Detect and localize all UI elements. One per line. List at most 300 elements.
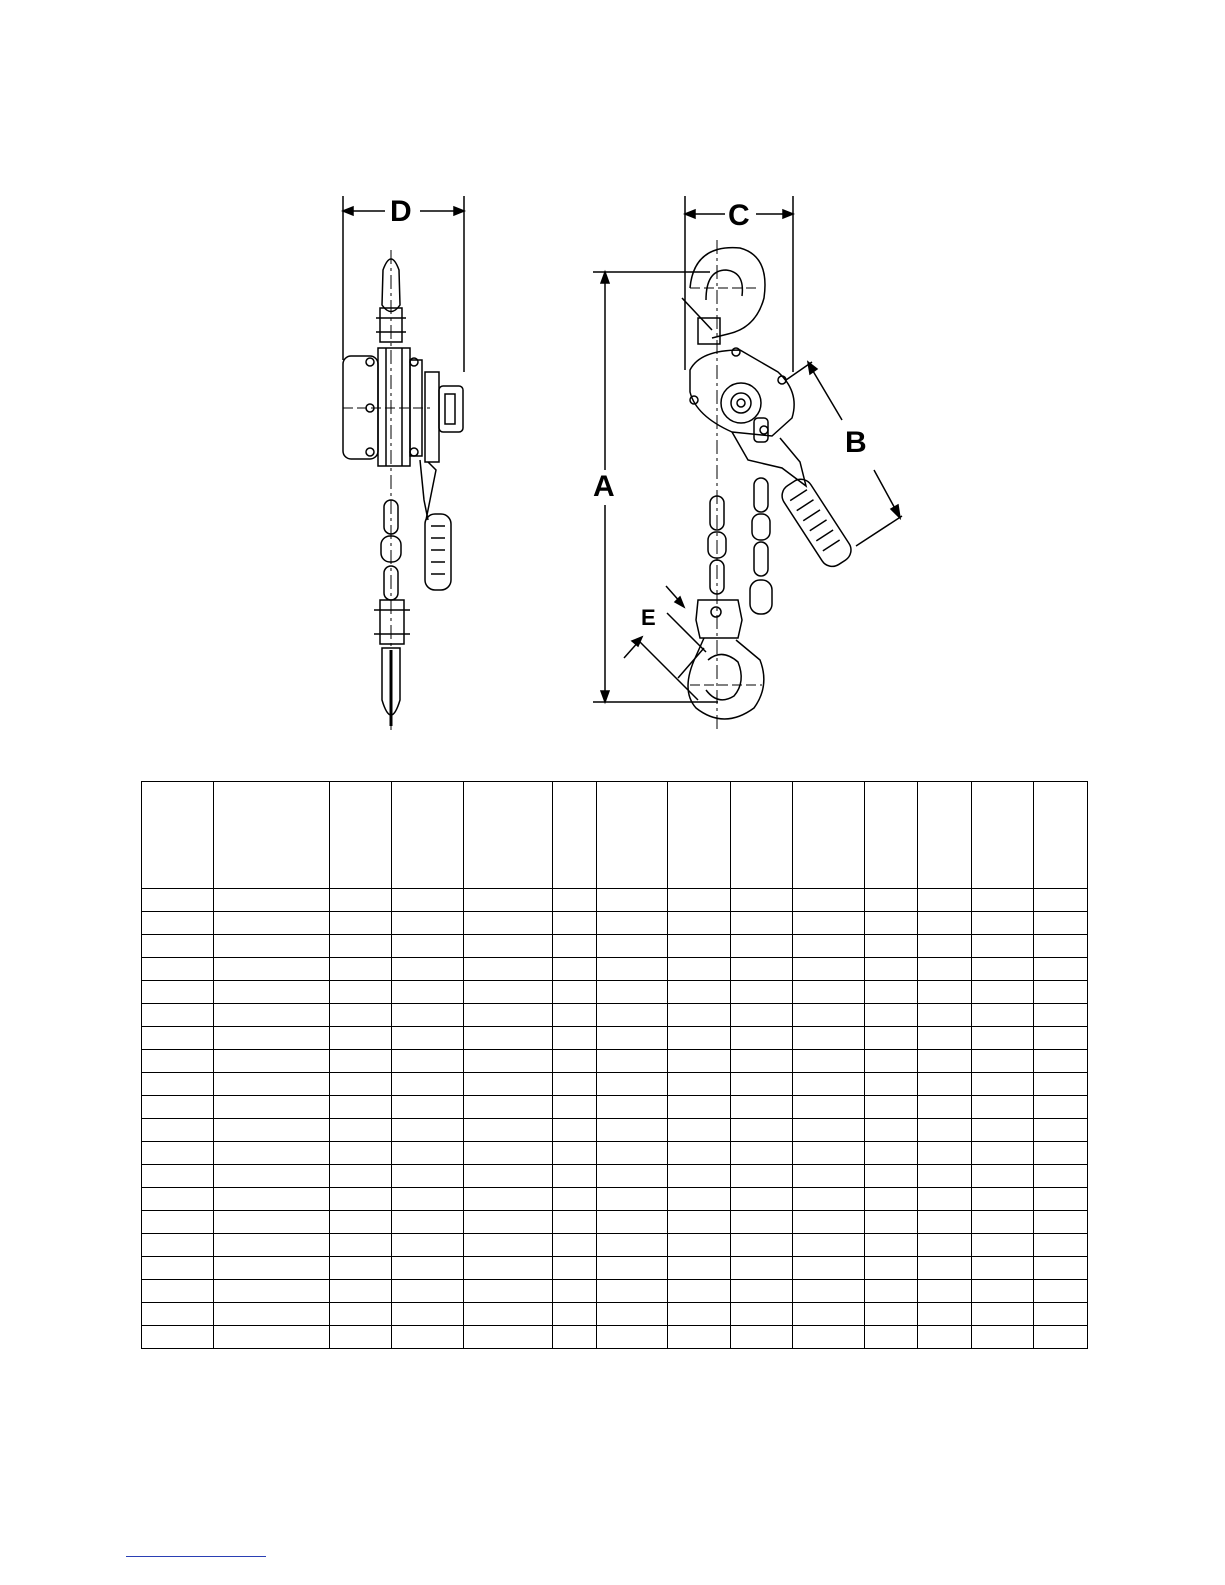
table-cell xyxy=(330,1188,392,1211)
table-cell xyxy=(392,1211,464,1234)
table-cell xyxy=(865,1326,918,1349)
table-header-cell xyxy=(1034,782,1088,889)
table-cell xyxy=(464,1142,553,1165)
table-cell xyxy=(214,1142,330,1165)
dimension-label-a: A xyxy=(593,470,615,503)
table-cell xyxy=(731,1326,793,1349)
table-cell xyxy=(731,1119,793,1142)
table-cell xyxy=(330,1119,392,1142)
table-cell xyxy=(865,1050,918,1073)
table-cell xyxy=(392,958,464,981)
table-cell xyxy=(793,1027,865,1050)
table-cell xyxy=(553,981,597,1004)
dimension-label-c: C xyxy=(728,199,750,232)
table-header-cell xyxy=(668,782,731,889)
table-cell xyxy=(972,1119,1034,1142)
table-cell xyxy=(865,1280,918,1303)
table-header-row xyxy=(142,782,1088,889)
footer-cutoff-text xyxy=(0,1558,1225,1585)
table-cell xyxy=(553,958,597,981)
table-cell xyxy=(668,1165,731,1188)
table-cell xyxy=(865,1096,918,1119)
table-row xyxy=(142,1257,1088,1280)
table-cell xyxy=(392,889,464,912)
table-cell xyxy=(597,1119,668,1142)
footer-link-underline xyxy=(126,1556,266,1557)
table-cell xyxy=(214,981,330,1004)
table-row xyxy=(142,889,1088,912)
table-cell xyxy=(142,889,214,912)
table-cell xyxy=(392,1303,464,1326)
table-cell xyxy=(214,1027,330,1050)
table-cell xyxy=(553,912,597,935)
table-cell xyxy=(972,1303,1034,1326)
table-cell xyxy=(330,1257,392,1280)
table-cell xyxy=(793,1050,865,1073)
table-cell xyxy=(392,1050,464,1073)
table-cell xyxy=(668,912,731,935)
table-cell xyxy=(793,889,865,912)
table-cell xyxy=(330,1004,392,1027)
table-cell xyxy=(553,1211,597,1234)
table-row xyxy=(142,958,1088,981)
hoist-drawing xyxy=(0,0,1225,775)
table-cell xyxy=(464,1188,553,1211)
table-cell xyxy=(731,1073,793,1096)
table-cell xyxy=(142,1211,214,1234)
table-row xyxy=(142,1280,1088,1303)
table-cell xyxy=(972,1188,1034,1211)
table-cell xyxy=(918,1165,972,1188)
table-cell xyxy=(597,1326,668,1349)
table-cell xyxy=(392,935,464,958)
table-cell xyxy=(330,981,392,1004)
table-cell xyxy=(731,1257,793,1280)
table-cell xyxy=(214,1188,330,1211)
table-cell xyxy=(464,1257,553,1280)
table-cell xyxy=(668,1119,731,1142)
table-cell xyxy=(597,1142,668,1165)
dimension-label-e: E xyxy=(641,605,656,630)
table-cell xyxy=(1034,958,1088,981)
table-cell xyxy=(1034,1004,1088,1027)
table-cell xyxy=(464,1303,553,1326)
table-row xyxy=(142,1004,1088,1027)
table-cell xyxy=(972,1050,1034,1073)
table-cell xyxy=(214,1119,330,1142)
table-cell xyxy=(597,1211,668,1234)
table-cell xyxy=(392,1257,464,1280)
table-cell xyxy=(731,981,793,1004)
table-cell xyxy=(142,1326,214,1349)
table-cell xyxy=(865,1142,918,1165)
table-cell xyxy=(464,935,553,958)
table-cell xyxy=(793,1257,865,1280)
table-cell xyxy=(330,1027,392,1050)
table-cell xyxy=(214,1165,330,1188)
table-cell xyxy=(918,1096,972,1119)
table-cell xyxy=(865,889,918,912)
table-cell xyxy=(142,1027,214,1050)
table-cell xyxy=(918,1119,972,1142)
table-cell xyxy=(464,1096,553,1119)
table-cell xyxy=(731,912,793,935)
table-row xyxy=(142,1050,1088,1073)
table-header-cell xyxy=(464,782,553,889)
table-cell xyxy=(865,958,918,981)
table-cell xyxy=(392,1096,464,1119)
table-cell xyxy=(865,1119,918,1142)
table-row xyxy=(142,981,1088,1004)
table-cell xyxy=(972,1280,1034,1303)
table-header-cell xyxy=(553,782,597,889)
table-cell xyxy=(668,935,731,958)
table-cell xyxy=(731,1188,793,1211)
table-cell xyxy=(214,1004,330,1027)
table-cell xyxy=(865,981,918,1004)
table-cell xyxy=(464,889,553,912)
table-cell xyxy=(597,1257,668,1280)
table-cell xyxy=(972,1165,1034,1188)
table-cell xyxy=(918,1211,972,1234)
table-cell xyxy=(214,1234,330,1257)
table-cell xyxy=(597,1027,668,1050)
table-cell xyxy=(918,1142,972,1165)
table-cell xyxy=(464,958,553,981)
table-cell xyxy=(865,1303,918,1326)
table-header-cell xyxy=(214,782,330,889)
table-cell xyxy=(142,1004,214,1027)
table-cell xyxy=(464,1280,553,1303)
table-row xyxy=(142,1142,1088,1165)
table-cell xyxy=(553,1165,597,1188)
table-cell xyxy=(1034,1211,1088,1234)
table-cell xyxy=(553,1303,597,1326)
table-row xyxy=(142,1188,1088,1211)
table-cell xyxy=(597,1165,668,1188)
table-cell xyxy=(1034,889,1088,912)
table-cell xyxy=(392,912,464,935)
table-row xyxy=(142,1119,1088,1142)
table-cell xyxy=(330,1280,392,1303)
table-header-cell xyxy=(918,782,972,889)
table-cell xyxy=(972,1234,1034,1257)
table-cell xyxy=(918,1073,972,1096)
table-cell xyxy=(142,1165,214,1188)
table-cell xyxy=(731,1142,793,1165)
table-row xyxy=(142,1096,1088,1119)
table-row xyxy=(142,1303,1088,1326)
table-cell xyxy=(1034,1257,1088,1280)
table-cell xyxy=(214,935,330,958)
table-cell xyxy=(553,1234,597,1257)
table-cell xyxy=(865,1027,918,1050)
table-cell xyxy=(392,1119,464,1142)
table-cell xyxy=(668,981,731,1004)
table-cell xyxy=(142,1280,214,1303)
table-cell xyxy=(1034,935,1088,958)
table-header-cell xyxy=(865,782,918,889)
table-cell xyxy=(668,1303,731,1326)
table-row xyxy=(142,1165,1088,1188)
table-cell xyxy=(464,1073,553,1096)
table-cell xyxy=(972,912,1034,935)
table-cell xyxy=(731,1280,793,1303)
table-cell xyxy=(392,1234,464,1257)
table-cell xyxy=(553,889,597,912)
table-cell xyxy=(668,889,731,912)
table-cell xyxy=(918,1004,972,1027)
table-cell xyxy=(668,1211,731,1234)
table-cell xyxy=(597,912,668,935)
table-cell xyxy=(1034,1119,1088,1142)
table-cell xyxy=(918,1027,972,1050)
table-cell xyxy=(142,1142,214,1165)
table-cell xyxy=(793,1073,865,1096)
table-cell xyxy=(731,1004,793,1027)
table-cell xyxy=(918,1050,972,1073)
table-cell xyxy=(918,1280,972,1303)
table-cell xyxy=(142,1257,214,1280)
table-cell xyxy=(214,889,330,912)
table-cell xyxy=(668,1188,731,1211)
table-cell xyxy=(392,1280,464,1303)
table-cell xyxy=(668,1326,731,1349)
table-cell xyxy=(142,1188,214,1211)
table-header-cell xyxy=(142,782,214,889)
table-cell xyxy=(392,1165,464,1188)
table-cell xyxy=(214,958,330,981)
table-cell xyxy=(214,1096,330,1119)
table-cell xyxy=(972,981,1034,1004)
table-cell xyxy=(214,1303,330,1326)
table-cell xyxy=(793,935,865,958)
table-cell xyxy=(464,1211,553,1234)
table-cell xyxy=(731,1165,793,1188)
table-cell xyxy=(668,1027,731,1050)
table-cell xyxy=(392,1073,464,1096)
table-cell xyxy=(1034,1073,1088,1096)
table-cell xyxy=(597,1234,668,1257)
table-row xyxy=(142,1073,1088,1096)
table-cell xyxy=(972,935,1034,958)
table-cell xyxy=(330,889,392,912)
table-cell xyxy=(553,1119,597,1142)
table-cell xyxy=(918,912,972,935)
table-cell xyxy=(668,1096,731,1119)
table-cell xyxy=(214,1073,330,1096)
table-cell xyxy=(1034,1234,1088,1257)
table-cell xyxy=(553,1050,597,1073)
table-cell xyxy=(142,1073,214,1096)
table-cell xyxy=(597,958,668,981)
table-cell xyxy=(142,1303,214,1326)
table-cell xyxy=(464,1004,553,1027)
table-cell xyxy=(972,1027,1034,1050)
table-cell xyxy=(142,1234,214,1257)
table-cell xyxy=(142,981,214,1004)
table-row xyxy=(142,912,1088,935)
table-cell xyxy=(918,981,972,1004)
table-cell xyxy=(731,958,793,981)
table-cell xyxy=(793,1004,865,1027)
table-cell xyxy=(972,889,1034,912)
table-cell xyxy=(1034,1326,1088,1349)
table-cell xyxy=(918,1257,972,1280)
table-cell xyxy=(597,889,668,912)
table-cell xyxy=(214,1326,330,1349)
dimension-label-d: D xyxy=(390,195,412,228)
table-cell xyxy=(1034,1050,1088,1073)
table-cell xyxy=(597,1303,668,1326)
dimension-label-b: B xyxy=(845,426,867,459)
table-cell xyxy=(668,1257,731,1280)
table-cell xyxy=(553,1142,597,1165)
table-cell xyxy=(597,935,668,958)
table-cell xyxy=(918,1326,972,1349)
table-cell xyxy=(214,1280,330,1303)
table-cell xyxy=(553,1073,597,1096)
table-cell xyxy=(464,1050,553,1073)
table-cell xyxy=(553,1326,597,1349)
table-row xyxy=(142,1234,1088,1257)
table-cell xyxy=(731,1211,793,1234)
table-cell xyxy=(668,1073,731,1096)
table-cell xyxy=(972,1142,1034,1165)
table-cell xyxy=(731,889,793,912)
table-cell xyxy=(668,1234,731,1257)
table-cell xyxy=(330,1073,392,1096)
table-cell xyxy=(392,1142,464,1165)
table-cell xyxy=(214,1050,330,1073)
table-cell xyxy=(464,1234,553,1257)
table-cell xyxy=(464,1165,553,1188)
table-cell xyxy=(1034,1303,1088,1326)
table-cell xyxy=(793,912,865,935)
table-header-cell xyxy=(793,782,865,889)
table-cell xyxy=(142,1096,214,1119)
table-cell xyxy=(918,889,972,912)
table-cell xyxy=(972,1326,1034,1349)
table-cell xyxy=(668,1280,731,1303)
table-cell xyxy=(214,1257,330,1280)
table-cell xyxy=(865,912,918,935)
table-cell xyxy=(597,1004,668,1027)
table-cell xyxy=(865,935,918,958)
table-cell xyxy=(1034,1165,1088,1188)
table-cell xyxy=(392,1326,464,1349)
table-cell xyxy=(731,1050,793,1073)
table-cell xyxy=(793,1188,865,1211)
table-cell xyxy=(392,981,464,1004)
table-cell xyxy=(1034,1280,1088,1303)
table-row xyxy=(142,1027,1088,1050)
table-cell xyxy=(972,1004,1034,1027)
table-cell xyxy=(392,1188,464,1211)
table-cell xyxy=(464,981,553,1004)
table-cell xyxy=(330,958,392,981)
table-cell xyxy=(392,1027,464,1050)
table-cell xyxy=(553,1188,597,1211)
table-cell xyxy=(142,1050,214,1073)
table-cell xyxy=(1034,981,1088,1004)
table-cell xyxy=(1034,912,1088,935)
table-cell xyxy=(793,1326,865,1349)
table-cell xyxy=(918,1188,972,1211)
table-cell xyxy=(865,1165,918,1188)
table-cell xyxy=(330,1211,392,1234)
table-cell xyxy=(330,1234,392,1257)
table-cell xyxy=(142,935,214,958)
table-cell xyxy=(793,1234,865,1257)
table-cell xyxy=(865,1257,918,1280)
table-cell xyxy=(731,1234,793,1257)
table-cell xyxy=(793,1303,865,1326)
table-header-cell xyxy=(392,782,464,889)
table-cell xyxy=(392,1004,464,1027)
table-cell xyxy=(793,1142,865,1165)
table-row xyxy=(142,1326,1088,1349)
table-cell xyxy=(793,1211,865,1234)
front-view xyxy=(593,196,902,732)
table-cell xyxy=(553,935,597,958)
table-cell xyxy=(330,1050,392,1073)
table-cell xyxy=(731,1303,793,1326)
table-cell xyxy=(553,1280,597,1303)
table-cell xyxy=(865,1211,918,1234)
table-cell xyxy=(793,1096,865,1119)
table-cell xyxy=(731,1096,793,1119)
table-cell xyxy=(793,958,865,981)
table-cell xyxy=(972,1211,1034,1234)
table-cell xyxy=(597,1096,668,1119)
table-cell xyxy=(793,981,865,1004)
table-cell xyxy=(553,1257,597,1280)
table-row xyxy=(142,1211,1088,1234)
table-header-cell xyxy=(597,782,668,889)
table-cell xyxy=(1034,1096,1088,1119)
table-header-cell xyxy=(972,782,1034,889)
table-cell xyxy=(972,1073,1034,1096)
table-cell xyxy=(918,1234,972,1257)
table-cell xyxy=(1034,1188,1088,1211)
table-cell xyxy=(918,1303,972,1326)
table-cell xyxy=(972,1257,1034,1280)
table-cell xyxy=(330,1096,392,1119)
table-cell xyxy=(553,1096,597,1119)
table-cell xyxy=(865,1073,918,1096)
table-cell xyxy=(553,1004,597,1027)
table-cell xyxy=(214,1211,330,1234)
table-cell xyxy=(464,1119,553,1142)
table-cell xyxy=(793,1119,865,1142)
table-cell xyxy=(142,958,214,981)
table-cell xyxy=(865,1234,918,1257)
table-cell xyxy=(793,1280,865,1303)
table-cell xyxy=(731,1027,793,1050)
specification-table xyxy=(141,781,1088,1349)
table-cell xyxy=(918,935,972,958)
table-cell xyxy=(464,912,553,935)
table-cell xyxy=(972,958,1034,981)
table-cell xyxy=(464,1326,553,1349)
table-cell xyxy=(731,935,793,958)
table-cell xyxy=(1034,1142,1088,1165)
table-cell xyxy=(142,912,214,935)
table-cell xyxy=(464,1027,553,1050)
table-cell xyxy=(214,912,330,935)
table-cell xyxy=(668,1004,731,1027)
